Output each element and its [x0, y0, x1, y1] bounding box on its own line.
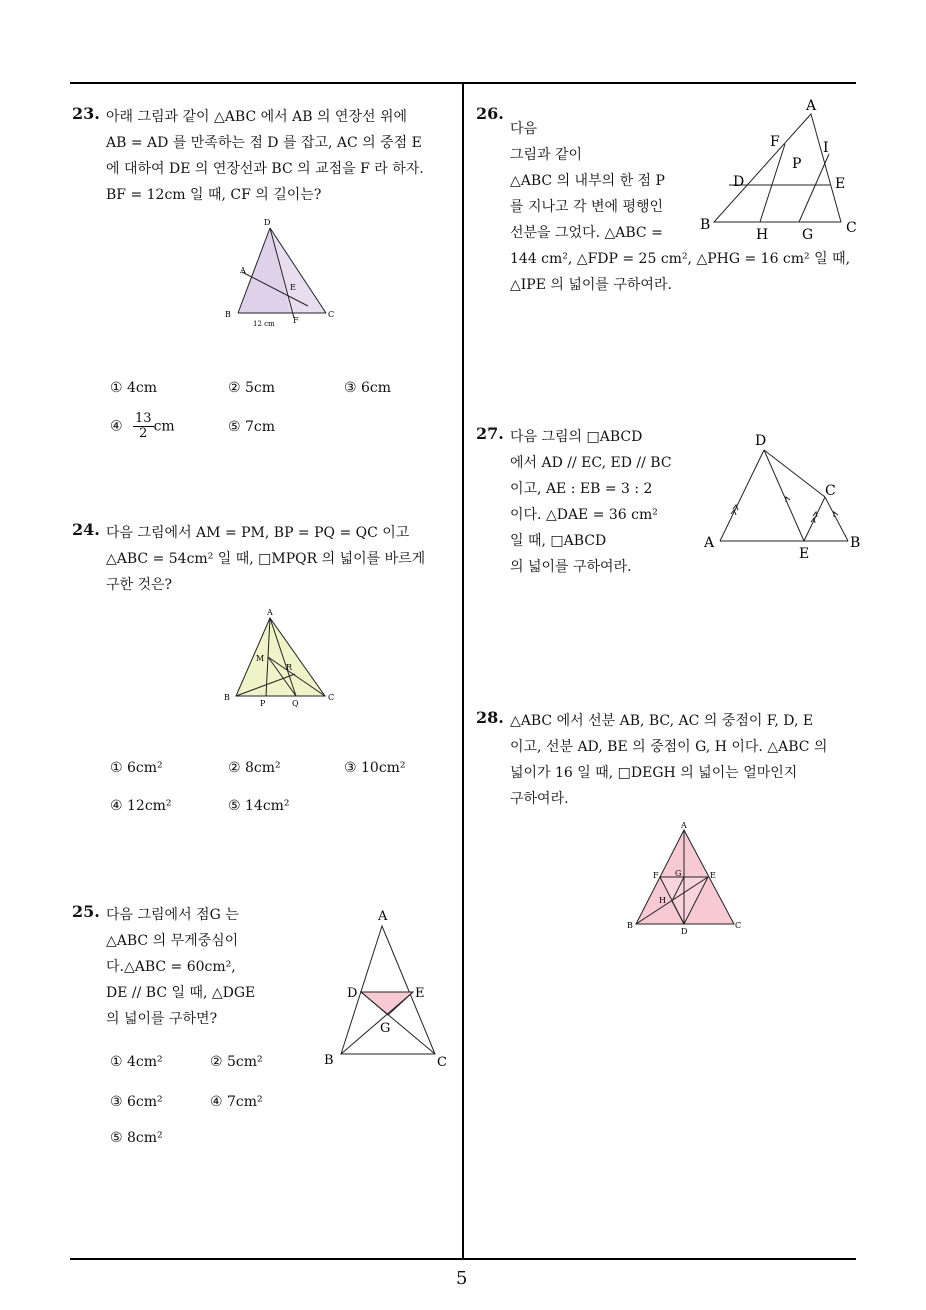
q26-line-3: △ABC 의 내부의 한 점 P: [510, 173, 665, 189]
q25-choice-3[interactable]: ③ 6cm²: [110, 1094, 163, 1110]
q23-choice-3[interactable]: ③ 6cm: [344, 380, 392, 396]
q27-label-E: E: [799, 546, 810, 560]
q25-choice-5[interactable]: ⑤ 8cm²: [110, 1130, 163, 1146]
q27-line-6: 의 넓이를 구하여라.: [510, 559, 632, 575]
q27-label-C: C: [825, 483, 836, 499]
q23-label-F: F: [293, 316, 299, 325]
q27-line-2: 에서 AD // EC, ED // BC: [510, 455, 672, 471]
q26-label-A: A: [806, 98, 817, 114]
q24-label-B: B: [224, 693, 230, 702]
q25-line-3: 다.△ABC = 60cm²,: [106, 959, 236, 975]
q25-choice-1[interactable]: ① 4cm²: [110, 1054, 163, 1070]
q25-line-2: △ABC 의 무게중심이: [106, 933, 239, 949]
q25-number: 25.: [72, 902, 100, 921]
q24-choice-2[interactable]: ② 8cm²: [228, 760, 281, 776]
q23-choice-4-fraction: [133, 412, 154, 441]
q27-label-D: D: [755, 433, 767, 449]
q28-label-C: C: [735, 921, 742, 930]
q24-line-2: △ABC = 54cm² 일 때, □MPQR 의 넓이를 바르게: [106, 551, 426, 567]
q23-length-label: 12 cm: [253, 320, 275, 328]
q26-line-4: 를 지나고 각 변에 평행인: [510, 199, 664, 215]
q27-line-3: 이고, AE : EB = 3 : 2: [510, 481, 653, 497]
q27-label-A: A: [704, 535, 715, 551]
q26-label-D: D: [733, 174, 745, 190]
q28-label-B: B: [627, 921, 633, 930]
q28-number: 28.: [476, 708, 504, 727]
q26-label-F: F: [770, 134, 780, 150]
bottom-rule: [70, 1258, 856, 1260]
q26-line-5: 선분을 그었다. △ABC =: [510, 225, 663, 241]
q24-label-P: P: [260, 699, 266, 708]
q25-label-A: A: [378, 909, 388, 924]
q26-line-1: 다음: [510, 121, 538, 137]
q26-line-6: 144 cm², △FDP = 25 cm², △PHG = 16 cm² 일 때,: [510, 251, 851, 267]
q28-figure: [622, 818, 752, 940]
q24-figure: [220, 604, 340, 710]
q23-label-C: C: [328, 310, 335, 319]
q25-label-D: D: [347, 986, 358, 1001]
q26-figure: [696, 94, 866, 244]
q26-label-H: H: [756, 227, 769, 243]
q25-label-C: C: [437, 1055, 447, 1070]
q25-choice-4[interactable]: ④ 7cm²: [210, 1094, 263, 1110]
q24-label-C: C: [328, 693, 335, 702]
q28-label-G: G: [675, 869, 682, 878]
q24-choice-3[interactable]: ③ 10cm²: [344, 760, 406, 776]
q28-label-F: F: [653, 871, 659, 880]
q23-choice-4-marker: ④: [110, 418, 123, 435]
q23-label-A: A: [240, 266, 246, 275]
q26-label-P: P: [792, 156, 802, 172]
q25-line-5: 의 넓이를 구하면?: [106, 1011, 218, 1027]
q23-choice-4-denominator: 2: [139, 426, 148, 441]
q25-label-G: G: [380, 1021, 391, 1036]
q23-choice-5[interactable]: ⑤ 7cm: [228, 419, 276, 435]
q28-label-D: D: [681, 927, 688, 936]
q23-label-D: D: [264, 218, 271, 227]
q23-line-3: 에 대하여 DE 의 연장선과 BC 의 교점을 F 라 하자.: [106, 161, 424, 177]
q24-label-A: A: [267, 608, 273, 617]
q23-line-1: 아래 그림과 같이 △ABC 에서 AB 의 연장선 위에: [106, 109, 407, 125]
q26-label-C: C: [846, 220, 857, 236]
q27-number: 27.: [476, 424, 504, 443]
q24-label-M: M: [256, 654, 265, 663]
q23-label-B: B: [225, 310, 231, 319]
q26-line-2: 그림과 같이: [510, 147, 583, 163]
q28-label-A: A: [681, 821, 687, 830]
q28-line-1: △ABC 에서 선분 AB, BC, AC 의 중점이 F, D, E: [510, 713, 814, 729]
q24-choice-1[interactable]: ① 6cm²: [110, 760, 163, 776]
q26-label-E: E: [835, 176, 846, 192]
q28-label-E: E: [710, 871, 716, 880]
q24-line-1: 다음 그림에서 AM = PM, BP = PQ = QC 이고: [106, 525, 410, 541]
q25-line-4: DE // BC 일 때, △DGE: [106, 985, 256, 1001]
q27-figure: [700, 430, 870, 560]
q24-label-R: R: [286, 663, 293, 672]
q25-label-B: B: [324, 1053, 334, 1068]
q24-line-3: 구한 것은?: [106, 577, 173, 593]
q24-choice-4[interactable]: ④ 12cm²: [110, 798, 172, 814]
page-number: 5: [456, 1268, 468, 1289]
q23-choice-4-numerator: 13: [135, 411, 152, 426]
q25-line-1: 다음 그림에서 점G 는: [106, 907, 239, 923]
q23-choice-4-unit: cm: [153, 418, 175, 435]
q26-line-7: △IPE 의 넓이를 구하여라.: [510, 277, 672, 293]
q27-line-1: 다음 그림의 □ABCD: [510, 429, 643, 445]
q23-figure: [220, 214, 340, 334]
q24-label-Q: Q: [292, 699, 299, 708]
q26-label-I: I: [823, 140, 829, 156]
q23-choice-2[interactable]: ② 5cm: [228, 380, 276, 396]
q23-line-2: AB = AD 를 만족하는 점 D 를 잡고, AC 의 중점 E: [106, 135, 422, 151]
column-divider: [462, 83, 464, 1259]
q28-line-2: 이고, 선분 AD, BE 의 중점이 G, H 이다. △ABC 의: [510, 739, 828, 755]
q28-line-3: 넓이가 16 일 때, □DEGH 의 넓이는 얼마인지: [510, 765, 798, 781]
q23-line-4: BF = 12cm 일 때, CF 의 길이는?: [106, 187, 322, 203]
q26-number: 26.: [476, 104, 504, 123]
q24-choice-5[interactable]: ⑤ 14cm²: [228, 798, 290, 814]
q27-label-B: B: [850, 535, 861, 551]
q23-choice-1[interactable]: ① 4cm: [110, 380, 158, 396]
q26-label-G: G: [802, 227, 814, 243]
q24-number: 24.: [72, 520, 100, 539]
q23-label-E: E: [290, 283, 296, 292]
q28-line-4: 구하여라.: [510, 791, 569, 807]
q27-line-5: 일 때, □ABCD: [510, 533, 607, 549]
q26-label-B: B: [700, 217, 711, 233]
q25-figure: [318, 904, 458, 1076]
q27-line-4: 이다. △DAE = 36 cm²: [510, 507, 658, 523]
q23-number: 23.: [72, 104, 100, 123]
q23-choice-4[interactable]: [110, 412, 175, 441]
q25-label-E: E: [415, 986, 425, 1001]
q25-choice-2[interactable]: ② 5cm²: [210, 1054, 263, 1070]
q28-label-H: H: [659, 896, 666, 905]
